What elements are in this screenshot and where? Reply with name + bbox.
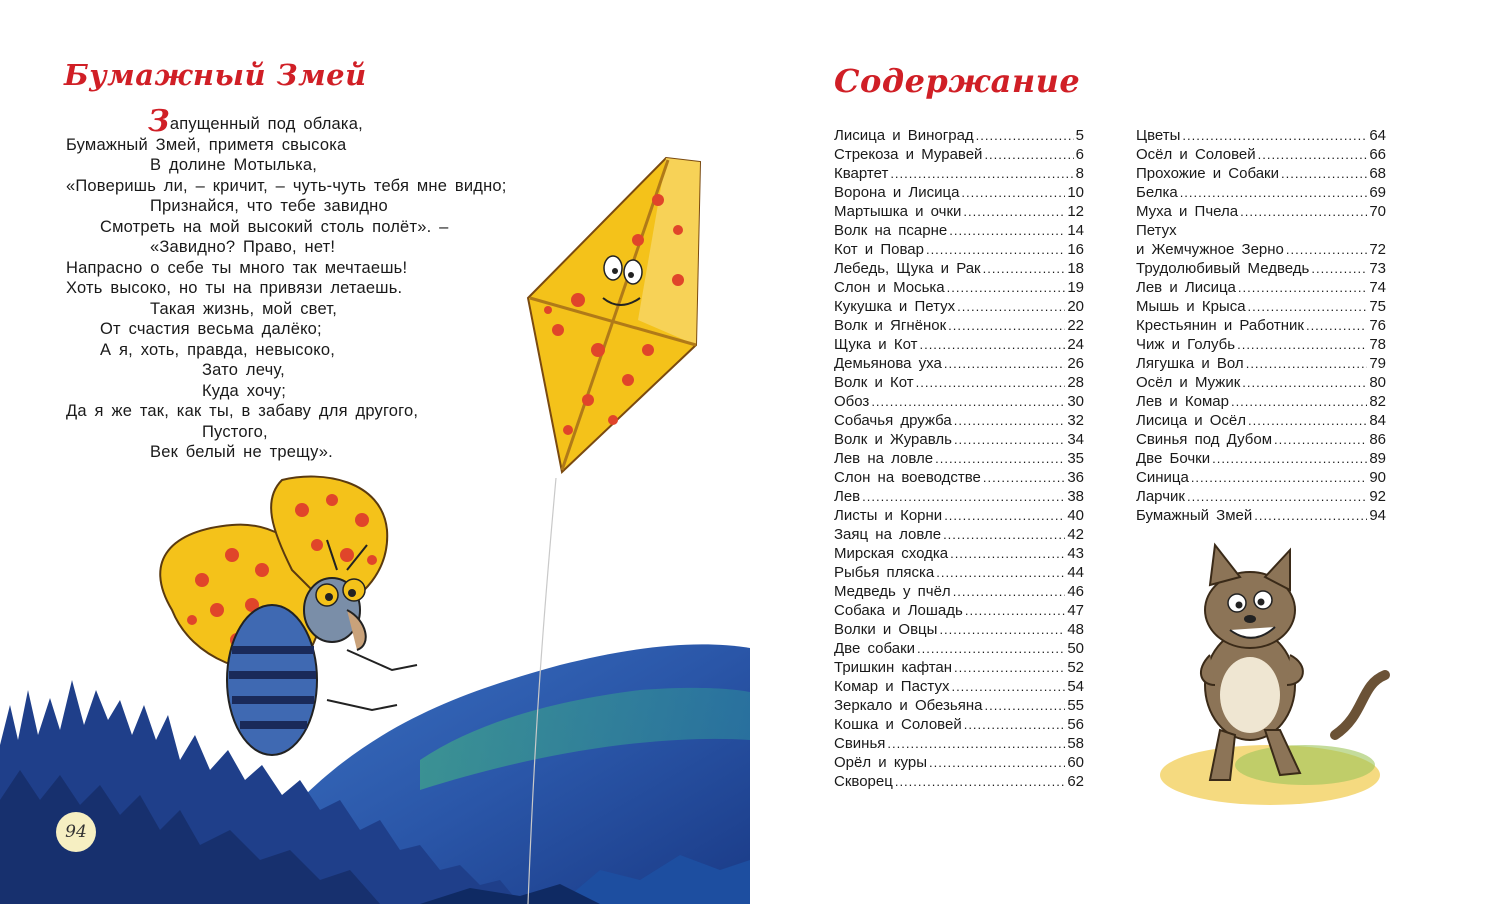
contents-entry-page: 20 (1067, 298, 1084, 315)
contents-column-1 (834, 126, 1084, 791)
contents-entry (834, 202, 1084, 221)
contents-entry-page: 34 (1067, 431, 1084, 448)
contents-entry-page: 32 (1067, 412, 1084, 429)
contents-entry (834, 506, 1084, 525)
contents-entry-page: 55 (1067, 697, 1084, 714)
contents-entry (1136, 183, 1386, 202)
contents-entry-title: Прохожие и Собаки (1136, 165, 1279, 182)
contents-entry-page: 80 (1369, 374, 1386, 391)
poem-line (66, 104, 626, 139)
contents-entry-title: Лягушка и Вол (1136, 355, 1244, 372)
contents-entry-page: 42 (1067, 526, 1084, 543)
contents-leader-dots (954, 411, 1066, 430)
contents-entry-page: 38 (1067, 488, 1084, 505)
contents-leader-dots (895, 772, 1065, 791)
poem-line: Бумажный Змей, приметя свысока (66, 135, 347, 154)
contents-entry-title: Свинья под Дубом (1136, 431, 1273, 448)
contents-entry (834, 734, 1084, 753)
contents-leader-dots (1254, 506, 1367, 525)
contents-entry-page: 36 (1067, 469, 1084, 486)
contents-leader-dots (929, 753, 1065, 772)
contents-entry-title: Слон на воеводстве (834, 469, 981, 486)
contents-entry-title: Свинья (834, 735, 886, 752)
contents-entry-page: 30 (1067, 393, 1084, 410)
contents-leader-dots (1286, 240, 1367, 259)
contents-entry (834, 696, 1084, 715)
contents-entry-title: Слон и Моська (834, 279, 945, 296)
poem-line: «Завидно? Право, нет! (150, 238, 336, 256)
contents-entry-title: Ларчик (1136, 488, 1185, 505)
contents-entry-title: Медведь у пчёл (834, 583, 951, 600)
contents-entry-title: и Жемчужное Зерно (1136, 241, 1284, 258)
contents-leader-dots (1231, 392, 1367, 411)
contents-leader-dots (935, 449, 1065, 468)
contents-entry (834, 601, 1084, 620)
contents-leader-dots (950, 544, 1065, 563)
contents-entry-title: Кукушка и Петух (834, 298, 956, 315)
contents-entry-title: Мартышка и очки (834, 203, 962, 220)
contents-leader-dots (983, 468, 1065, 487)
contents-leader-dots (961, 183, 1065, 202)
drop-cap: З (148, 104, 170, 139)
contents-entry-page: 79 (1369, 355, 1386, 372)
contents-entry-title: Лев и Комар (1136, 393, 1229, 410)
contents-entry-title: Обоз (834, 393, 870, 410)
contents-leader-dots (936, 563, 1065, 582)
contents-entry (834, 354, 1084, 373)
contents-leader-dots (951, 677, 1065, 696)
contents-entry-page: 64 (1369, 127, 1386, 144)
contents-leader-dots (965, 601, 1065, 620)
contents-leader-dots (964, 715, 1066, 734)
contents-entry-title: Волк и Кот (834, 374, 914, 391)
contents-entry-title: Волк на псарне (834, 222, 948, 239)
contents-entry-page: 43 (1067, 545, 1084, 562)
poem-line: Зато лечу, (202, 361, 285, 379)
contents-entry-page: 22 (1067, 317, 1084, 334)
contents-leader-dots (957, 297, 1065, 316)
contents-entry (834, 430, 1084, 449)
contents-entry-title: Две Бочки (1136, 450, 1211, 467)
contents-entry-title: Синица (1136, 469, 1189, 486)
contents-leader-dots (1237, 335, 1367, 354)
contents-entry (834, 677, 1084, 696)
contents-entry (1136, 506, 1386, 525)
poem-line: В долине Мотылька, (150, 156, 318, 174)
contents-leader-dots (943, 525, 1065, 544)
contents-entry-title: Волки и Овцы (834, 621, 938, 638)
contents-entry-page: 92 (1369, 488, 1386, 505)
contents-entry-title: Стрекоза и Муравей (834, 146, 983, 163)
contents-entry-title: Кот и Повар (834, 241, 924, 258)
poem-line: Куда хочу; (202, 381, 287, 400)
contents-entry-title: Комар и Пастух (834, 678, 950, 695)
contents-entry-page: 44 (1067, 564, 1084, 581)
contents-entry-page: 62 (1067, 773, 1084, 790)
contents-entry-title: Ворона и Лисица (834, 184, 960, 201)
contents-entry (834, 544, 1084, 563)
contents-entry-title: Демьянова уха (834, 355, 942, 372)
contents-entry (834, 221, 1084, 240)
poem-title: Бумажный Змей (64, 58, 367, 92)
contents-entry-page: 90 (1369, 469, 1386, 486)
contents-leader-dots (1258, 145, 1368, 164)
contents-entry (1136, 202, 1386, 221)
right-page (750, 0, 1500, 904)
contents-entry (834, 639, 1084, 658)
contents-leader-dots (963, 202, 1065, 221)
contents-entry (1136, 221, 1386, 240)
contents-leader-dots (976, 126, 1074, 145)
contents-entry-title: Петух (1136, 222, 1177, 239)
contents-entry-title: Цветы (1136, 127, 1181, 144)
contents-entry-title: Тришкин кафтан (834, 659, 953, 676)
contents-leader-dots (917, 639, 1065, 658)
contents-leader-dots (1238, 278, 1367, 297)
poem-line: Напрасно о себе ты много так мечтаешь! (66, 258, 408, 277)
contents-leader-dots (1274, 430, 1367, 449)
contents-leader-dots (1187, 487, 1367, 506)
contents-entry (1136, 335, 1386, 354)
contents-entry-page: 74 (1369, 279, 1386, 296)
contents-entry-title: Заяц на ловле (834, 526, 942, 543)
contents-leader-dots (1212, 449, 1367, 468)
contents-entry-title: Собака и Лошадь (834, 602, 963, 619)
contents-entry-page: 70 (1369, 203, 1386, 220)
contents-entry-page: 50 (1067, 640, 1084, 657)
contents-entry (1136, 278, 1386, 297)
contents-leader-dots (984, 145, 1073, 164)
contents-entry (1136, 392, 1386, 411)
contents-entry (834, 487, 1084, 506)
poem-line: Хоть высоко, но ты на привязи летаешь. (66, 279, 403, 297)
contents-entry-page: 69 (1369, 184, 1386, 201)
contents-entry-page: 8 (1075, 165, 1084, 182)
contents-entry-title: Бумажный Змей (1136, 507, 1253, 524)
contents-entry-title: Квартет (834, 165, 889, 182)
contents-entry-page: 40 (1067, 507, 1084, 524)
contents-entry (1136, 487, 1386, 506)
contents-entry-page: 48 (1067, 621, 1084, 638)
contents-leader-dots (1191, 468, 1368, 487)
poem-line: Такая жизнь, мой свет, (150, 299, 337, 318)
contents-column-2 (1136, 126, 1386, 525)
cat-illustration (1155, 535, 1395, 815)
contents-leader-dots (954, 658, 1065, 677)
contents-entry-page: 18 (1067, 260, 1084, 277)
contents-entry-page: 66 (1369, 146, 1386, 163)
contents-entry (834, 335, 1084, 354)
contents-entry-page: 12 (1067, 203, 1084, 220)
contents-entry-title: Рыбья пляска (834, 564, 935, 581)
contents-entry-title: Лев (834, 488, 861, 505)
contents-entry-title: Волк и Ягнёнок (834, 317, 947, 334)
contents-entry (1136, 240, 1386, 259)
contents-entry (1136, 411, 1386, 430)
contents-leader-dots (954, 430, 1065, 449)
poem-line: А я, хоть, правда, невысоко, (100, 340, 336, 359)
contents-entry (834, 240, 1084, 259)
contents-leader-dots (939, 620, 1065, 639)
contents-entry (834, 126, 1084, 145)
page-number: 94 (56, 812, 96, 852)
contents-entry (1136, 430, 1386, 449)
contents-entry (834, 392, 1084, 411)
contents-leader-dots (1246, 354, 1368, 373)
contents-leader-dots (887, 734, 1065, 753)
contents-entry (834, 620, 1084, 639)
poem-line: Век белый не трещу». (150, 443, 333, 461)
contents-entry-title: Лев и Лисица (1136, 279, 1236, 296)
contents-entry-title: Волк и Журавль (834, 431, 952, 448)
butterfly-illustration (132, 470, 452, 790)
poem-line-text: апущенный под облака, (169, 115, 363, 133)
contents-leader-dots (1240, 202, 1367, 221)
contents-entry-title: Осёл и Мужик (1136, 374, 1241, 391)
contents-entry (834, 772, 1084, 791)
contents-leader-dots (1281, 164, 1367, 183)
contents-entry-page: 68 (1369, 165, 1386, 182)
contents-leader-dots (944, 506, 1065, 525)
contents-entry-page: 35 (1067, 450, 1084, 467)
contents-entry (1136, 316, 1386, 335)
contents-entry (834, 164, 1084, 183)
contents-entry-title: Лисица и Осёл (1136, 412, 1247, 429)
poem-line: Смотреть на мой высокий столь полёт». – (100, 217, 449, 236)
contents-entry-page: 89 (1369, 450, 1386, 467)
contents-entry-title: Щука и Кот (834, 336, 918, 353)
contents-entry-title: Муха и Пчела (1136, 203, 1239, 220)
contents-entry-title: Лисица и Виноград (834, 127, 974, 144)
contents-entry-page: 94 (1369, 507, 1386, 524)
contents-entry (834, 658, 1084, 677)
contents-leader-dots (916, 373, 1066, 392)
contents-title: Содержание (834, 62, 1081, 100)
contents-entry (834, 582, 1084, 601)
poem-line: Да я же так, как ты, в забаву для другого, (66, 402, 419, 420)
contents-entry (834, 715, 1084, 734)
contents-entry-title: Кошка и Соловей (834, 716, 962, 733)
contents-entry (1136, 259, 1386, 278)
contents-entry-title: Листы и Корни (834, 507, 943, 524)
contents-entry (1136, 126, 1386, 145)
contents-entry (834, 563, 1084, 582)
contents-entry (834, 316, 1084, 335)
contents-entry-page: 16 (1067, 241, 1084, 258)
contents-leader-dots (919, 335, 1065, 354)
contents-entry (834, 373, 1084, 392)
contents-entry-title: Мирская сходка (834, 545, 949, 562)
contents-entry-page: 86 (1369, 431, 1386, 448)
contents-leader-dots (871, 392, 1065, 411)
contents-entry-page: 52 (1067, 659, 1084, 676)
contents-entry (1136, 468, 1386, 487)
contents-leader-dots (1180, 183, 1368, 202)
poem-line: От счастия весьма далёко; (100, 320, 322, 338)
contents-entry (834, 278, 1084, 297)
contents-entry-page: 82 (1369, 393, 1386, 410)
contents-leader-dots (890, 164, 1073, 183)
contents-entry (834, 297, 1084, 316)
contents-entry-title: Белка (1136, 184, 1178, 201)
contents-entry-title: Чиж и Голубь (1136, 336, 1236, 353)
contents-entry-title: Собачья дружба (834, 412, 952, 429)
contents-leader-dots (944, 354, 1065, 373)
contents-entry-page: 60 (1067, 754, 1084, 771)
contents-entry-title: Осёл и Соловей (1136, 146, 1256, 163)
contents-entry-page: 72 (1369, 241, 1386, 258)
contents-entry-page: 84 (1369, 412, 1386, 429)
contents-leader-dots (862, 487, 1065, 506)
contents-entry-title: Скворец (834, 773, 893, 790)
contents-entry (834, 183, 1084, 202)
contents-entry-title: Лебедь, Щука и Рак (834, 260, 981, 277)
contents-entry (1136, 449, 1386, 468)
contents-entry-page: 14 (1067, 222, 1084, 239)
contents-entry (834, 449, 1084, 468)
contents-entry (834, 525, 1084, 544)
contents-entry (834, 259, 1084, 278)
contents-leader-dots (948, 316, 1065, 335)
contents-entry-title: Зеркало и Обезьяна (834, 697, 983, 714)
contents-entry-page: 28 (1067, 374, 1084, 391)
contents-leader-dots (947, 278, 1066, 297)
contents-entry-title: Две собаки (834, 640, 916, 657)
contents-entry-title: Орёл и куры (834, 754, 928, 771)
contents-entry-title: Трудолюбивый Медведь (1136, 260, 1310, 277)
contents-entry (1136, 164, 1386, 183)
contents-entry-page: 78 (1369, 336, 1386, 353)
contents-entry-page: 10 (1067, 184, 1084, 201)
contents-entry-page: 75 (1369, 298, 1386, 315)
contents-entry-page: 76 (1369, 317, 1386, 334)
contents-entry-page: 73 (1369, 260, 1386, 277)
contents-entry (1136, 297, 1386, 316)
contents-entry (834, 145, 1084, 164)
contents-entry-page: 58 (1067, 735, 1084, 752)
contents-entry (1136, 373, 1386, 392)
contents-entry-page: 5 (1075, 127, 1084, 144)
contents-entry (834, 753, 1084, 772)
contents-entry-page: 6 (1075, 146, 1084, 163)
contents-leader-dots (1182, 126, 1367, 145)
contents-entry (834, 468, 1084, 487)
contents-leader-dots (926, 240, 1065, 259)
poem-line: Признайся, что тебе завидно (150, 197, 388, 215)
contents-leader-dots (985, 696, 1066, 715)
poem-text (66, 104, 626, 463)
contents-entry (834, 411, 1084, 430)
contents-entry-title: Крестьянин и Работник (1136, 317, 1304, 334)
contents-leader-dots (949, 221, 1065, 240)
contents-entry (1136, 354, 1386, 373)
contents-leader-dots (1306, 316, 1367, 335)
contents-entry-page: 24 (1067, 336, 1084, 353)
contents-entry-page: 26 (1067, 355, 1084, 372)
poem-line: Пустого, (202, 422, 268, 441)
contents-entry-page: 56 (1067, 716, 1084, 733)
contents-leader-dots (953, 582, 1066, 601)
contents-entry-title: Мышь и Крыса (1136, 298, 1246, 315)
poem-line: «Поверишь ли, – кричит, – чуть-чуть тебя мне видно; (66, 176, 507, 195)
contents-leader-dots (983, 259, 1066, 278)
contents-entry (1136, 145, 1386, 164)
contents-entry-page: 47 (1067, 602, 1084, 619)
contents-entry-page: 46 (1067, 583, 1084, 600)
contents-leader-dots (1248, 411, 1367, 430)
contents-entry-page: 19 (1067, 279, 1084, 296)
contents-entry-page: 54 (1067, 678, 1084, 695)
contents-entry-title: Лев на ловле (834, 450, 934, 467)
contents-leader-dots (1248, 297, 1368, 316)
contents-leader-dots (1242, 373, 1367, 392)
contents-leader-dots (1311, 259, 1367, 278)
